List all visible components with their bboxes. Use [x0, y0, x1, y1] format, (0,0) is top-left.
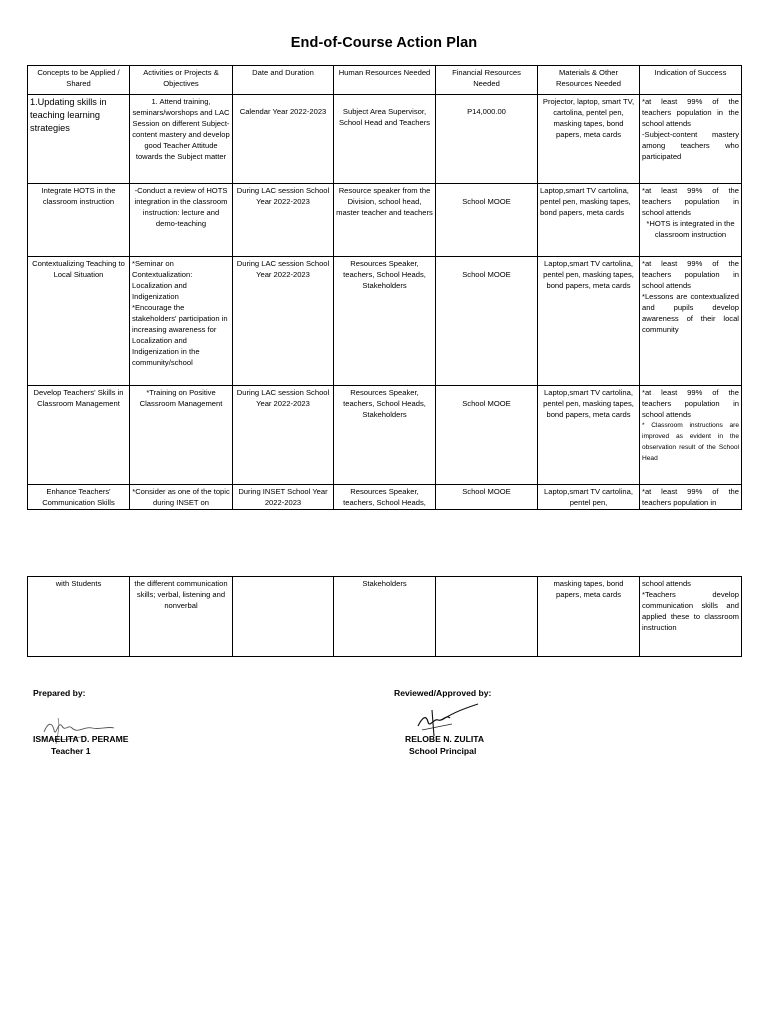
success-cell — [640, 577, 742, 657]
human-resources-text: Subject Area Supervisor, School Head and Teachers — [338, 107, 431, 127]
date-cell: During INSET School Year 2022-2023 — [233, 485, 334, 510]
prepared-by-name: ISMAELITA D. PERAME — [33, 734, 129, 744]
success-cell: *at least 99% of the teachers population in — [640, 485, 742, 510]
table-row — [28, 386, 742, 485]
success-text-2: * Classroom instructions are improved as evident in the observation result of the School Head — [642, 422, 739, 462]
action-plan-table — [27, 65, 742, 510]
activity-cell: *Training on Positive Classroom Management — [130, 386, 233, 485]
financial-cell — [436, 386, 538, 485]
activity-cell: -Conduct a review of HOTS integration in the classroom instruction: lecture and demo-teaching — [130, 184, 233, 257]
approved-by-position: School Principal — [409, 746, 477, 756]
financial-cell — [436, 257, 538, 386]
header-success: Indication of Success — [640, 66, 742, 95]
financial-cell: School MOOE — [436, 485, 538, 510]
prepared-by-label: Prepared by: — [33, 688, 86, 698]
financial-cell — [436, 184, 538, 257]
success-text: school attends *Teachers develop communication skills and applied these to classroom instruction — [642, 579, 739, 632]
activity-cell: *Consider as one of the topic during INSET on — [130, 485, 233, 510]
success-text-2: *HOTS is integrated in the classroom instruction — [646, 219, 735, 239]
approved-by-label: Reviewed/Approved by: — [394, 688, 492, 698]
success-text: *at least 99% of the teachers population in school attends — [642, 388, 739, 419]
financial-text: School MOOE — [462, 270, 511, 279]
action-plan-table-continued — [27, 576, 742, 657]
success-text: *at least 99% of the teachers population in school attends *Lessons are contextualized and pupils develop awareness of their local community — [642, 259, 739, 334]
financial-text: School MOOE — [462, 197, 511, 206]
financial-text: School MOOE — [462, 399, 511, 408]
human-resources-cell: Stakeholders — [334, 577, 436, 657]
header-activities: Activities or Projects & Objectives — [130, 66, 233, 95]
concept-cell: with Students — [28, 577, 130, 657]
table-row — [28, 485, 742, 510]
materials-cell: Projector, laptop, smart TV, cartolina, pentel pen, masking tapes, bond papers, meta cards — [538, 95, 640, 184]
page-title: End-of-Course Action Plan — [290, 35, 478, 51]
human-resources-cell: Resources Speaker, teachers, School Heads, Stakeholders — [334, 386, 436, 485]
success-text: *at least 99% of the teachers population in school attends — [642, 186, 739, 217]
date-text: Calendar Year 2022-2023 — [239, 107, 327, 116]
header-human-resources: Human Resources Needed — [334, 66, 436, 95]
activity-cell: 1. Attend training, seminars/worshops and LAC Session on different Subject-content mastery and develop good Teacher Attitude towards the Subject matter — [130, 95, 233, 184]
success-cell — [640, 184, 742, 257]
header-financial-resources: Financial Resources Needed — [436, 66, 538, 95]
materials-cell: Laptop,smart TV cartolina, pentel pen, — [538, 485, 640, 510]
financial-cell — [436, 95, 538, 184]
header-concepts: Concepts to be Applied / Shared — [28, 66, 130, 95]
date-cell: During LAC session School Year 2022-2023 — [233, 386, 334, 485]
success-cell — [640, 95, 742, 184]
approved-by-name: RELOBE N. ZULITA — [405, 734, 485, 744]
table-header-row — [28, 66, 742, 95]
date-cell: During LAC session School Year 2022-2023 — [233, 257, 334, 386]
table-row — [28, 95, 742, 184]
header-date: Date and Duration — [233, 66, 334, 95]
concept-cell: Develop Teachers' Skills in Classroom Management — [28, 386, 130, 485]
human-resources-cell: Resources Speaker, teachers, School Heads, Stakeholders — [334, 257, 436, 386]
concept-cell: Integrate HOTS in the classroom instruction — [28, 184, 130, 257]
concept-cell: 1.Updating skills in teaching learning strategies — [28, 95, 130, 184]
date-cell — [233, 95, 334, 184]
human-resources-cell — [334, 95, 436, 184]
date-cell — [233, 577, 334, 657]
success-cell — [640, 257, 742, 386]
materials-cell: Laptop,smart TV cartolina, pentel pen, masking tapes, bond papers, meta cards — [538, 257, 640, 386]
materials-cell: Laptop,smart TV cartolina, pentel pen, masking tapes, bond papers, meta cards — [538, 386, 640, 485]
financial-cell — [436, 577, 538, 657]
table-row — [28, 184, 742, 257]
date-cell: During LAC session School Year 2022-2023 — [233, 184, 334, 257]
table-row — [28, 257, 742, 386]
success-text: *at least 99% of the teachers population in the school attends -Subject-content mastery among teachers who participated — [642, 97, 739, 161]
materials-cell: Laptop,smart TV cartolina, pentel pen, masking tapes, bond papers, meta cards — [538, 184, 640, 257]
materials-cell: masking tapes, bond papers, meta cards — [538, 577, 640, 657]
concept-cell: Contextualizing Teaching to Local Situation — [28, 257, 130, 386]
success-cell — [640, 386, 742, 485]
prepared-by-position: Teacher 1 — [51, 746, 91, 756]
activity-cell: the different communication skills; verbal, listening and nonverbal — [130, 577, 233, 657]
table-row — [28, 577, 742, 657]
header-materials: Materials & Other Resources Needed — [538, 66, 640, 95]
activity-cell — [130, 257, 233, 386]
human-resources-cell: Resources Speaker, teachers, School Heads, — [334, 485, 436, 510]
human-resources-cell: Resource speaker from the Division, school head, master teacher and teachers — [334, 184, 436, 257]
concept-cell: Enhance Teachers' Communication Skills — [28, 485, 130, 510]
activity-text: *Seminar on Contextualization: Localization and Indigenization *Encourage the stakeholders' participation in increasing awareness for Localization and Indigenization in the community/school — [132, 259, 228, 367]
financial-text: P14,000.00 — [467, 107, 506, 116]
